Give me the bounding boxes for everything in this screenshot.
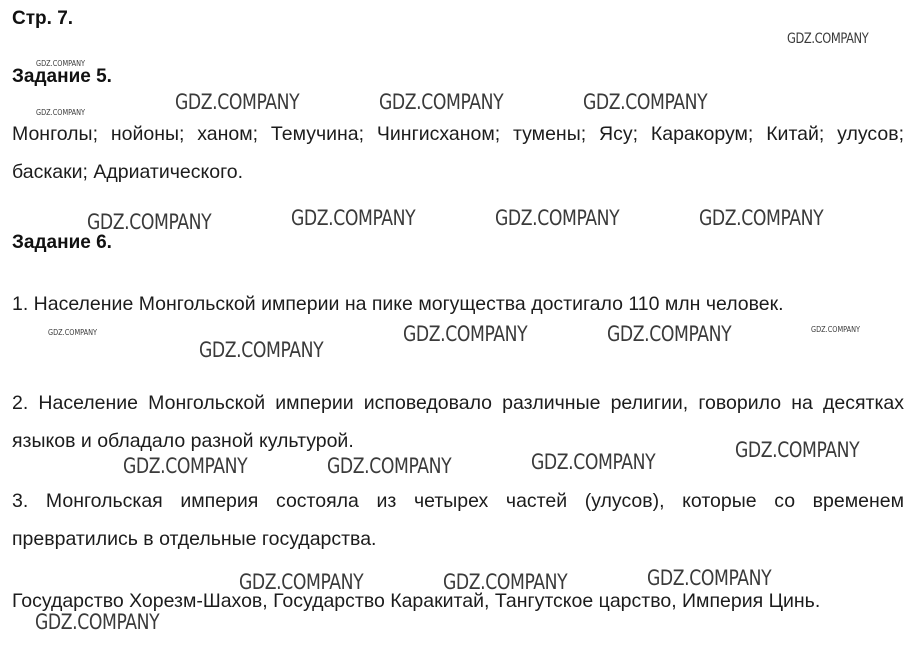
task6-item-1: 1. Население Монгольской империи на пике могущества достигало 110 млн человек. [12, 293, 784, 315]
watermark: GDZ.COMPANY [87, 210, 212, 234]
watermark: GDZ.COMPANY [379, 90, 504, 114]
task6-item-3: 3. Монгольская империя состояла из четырех частей (улусов), которые со временем превратились в отдельные государства. [12, 490, 904, 550]
task6-item-2: 2. Население Монгольской империи исповедовало различные религии, говорило на десятках языков и обладало разной культурой. [12, 392, 904, 452]
watermark: GDZ.COMPANY [531, 450, 656, 474]
watermark: GDZ.COMPANY [583, 90, 708, 114]
watermark: GDZ.COMPANY [647, 566, 772, 590]
watermark: GDZ.COMPANY [123, 454, 248, 478]
task5-heading: Задание 5. [12, 66, 112, 87]
watermark: GDZ.COMPANY [327, 454, 452, 478]
watermark: GDZ.COMPANY [607, 322, 732, 346]
watermark: GDZ.COMPANY [811, 325, 861, 334]
watermark: GDZ.COMPANY [291, 206, 416, 230]
watermark: GDZ.COMPANY [239, 570, 364, 594]
task5-answer-text: Монголы; нойоны; ханом; Темучина; Чингисханом; тумены; Ясу; Каракорум; Китай; улусов; баскаки; Адриатического. [12, 123, 904, 183]
watermark: GDZ.COMPANY [35, 610, 160, 634]
task6-heading: Задание 6. [12, 232, 112, 253]
watermark: GDZ.COMPANY [699, 206, 824, 230]
watermark: GDZ.COMPANY [175, 90, 300, 114]
watermark: GDZ.COMPANY [495, 206, 620, 230]
page-reference: Стр. 7. [12, 8, 74, 29]
watermark: GDZ.COMPANY [787, 31, 869, 47]
watermark: GDZ.COMPANY [735, 438, 860, 462]
watermark: GDZ.COMPANY [36, 108, 86, 117]
task6-states-list: Государство Хорезм-Шахов, Государство Каракитай, Тангутское царство, Империя Цинь. [12, 590, 821, 612]
watermark: GDZ.COMPANY [48, 328, 98, 337]
watermark: GDZ.COMPANY [36, 59, 86, 68]
watermark: GDZ.COMPANY [443, 570, 568, 594]
watermark: GDZ.COMPANY [199, 338, 324, 362]
watermark: GDZ.COMPANY [403, 322, 528, 346]
